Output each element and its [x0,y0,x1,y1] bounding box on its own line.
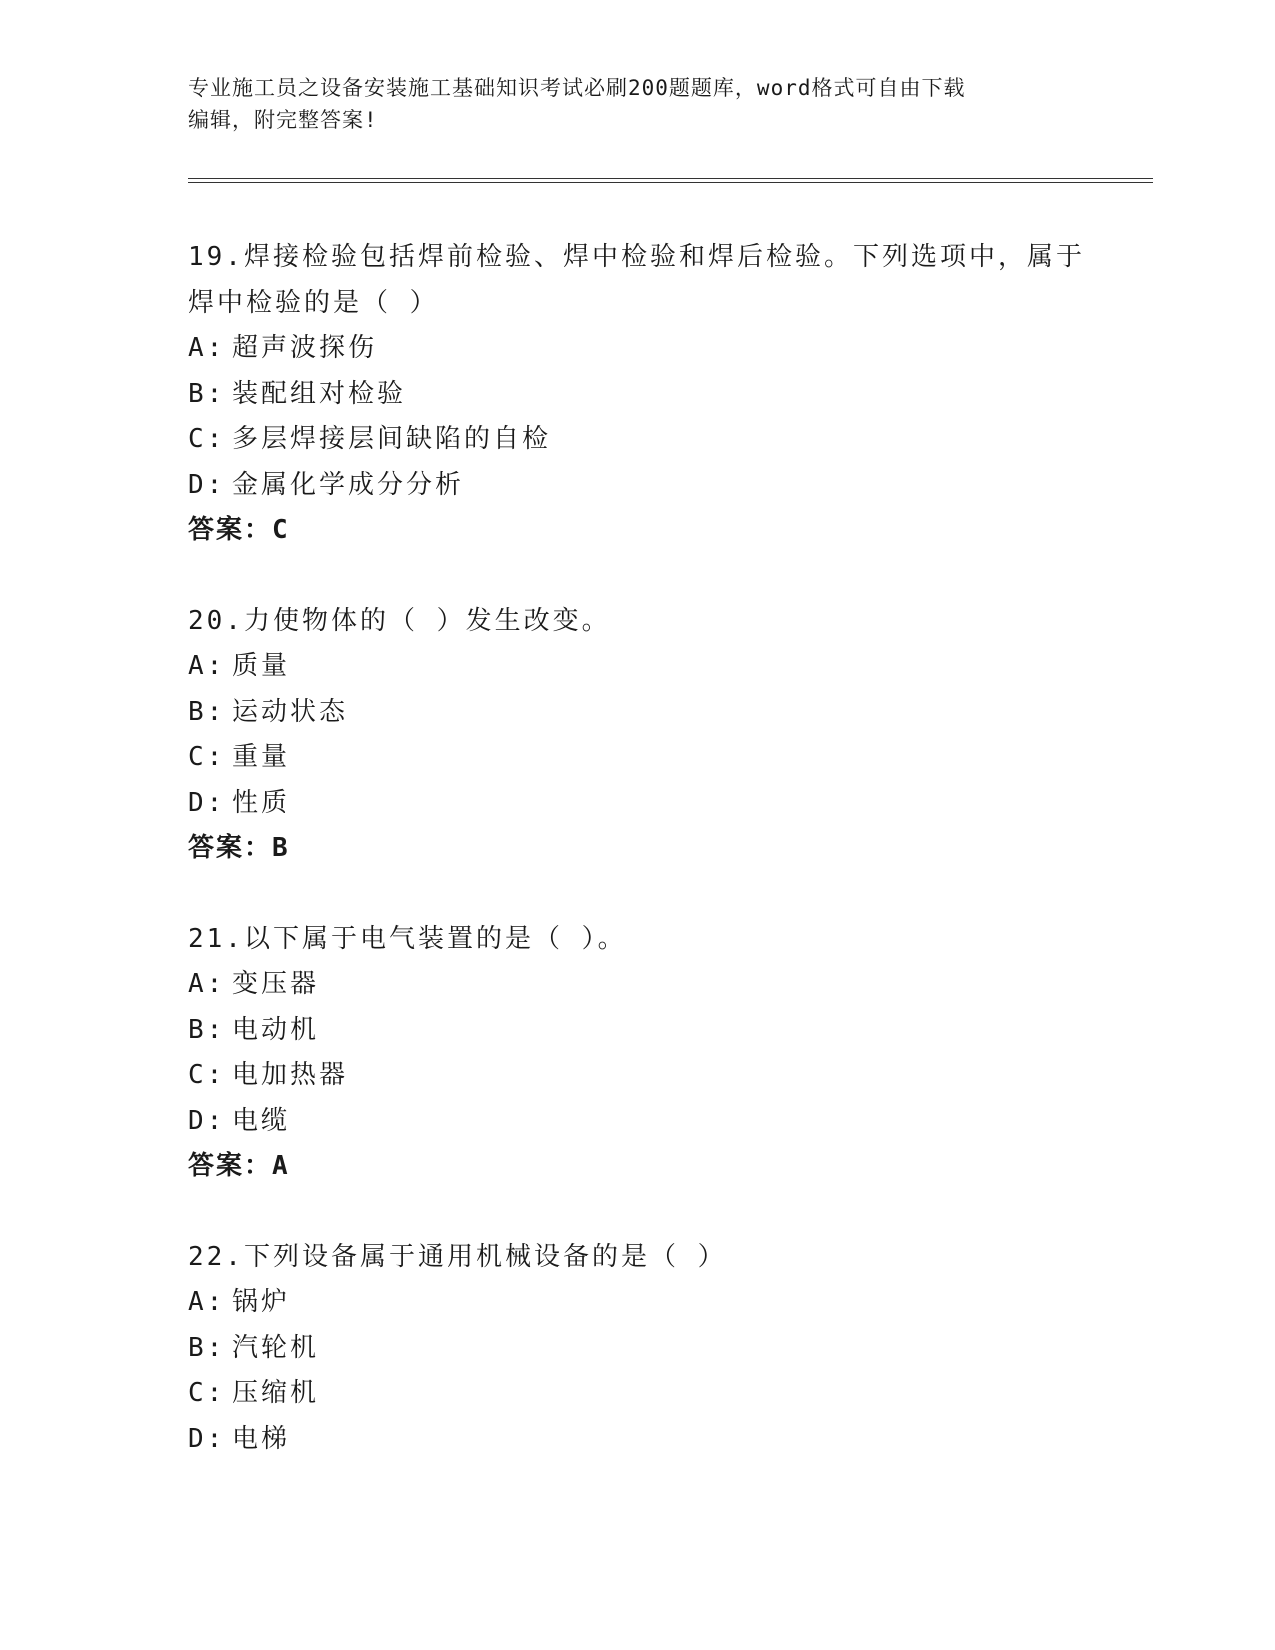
header-divider-top [188,178,1153,179]
question-20 [188,598,1088,871]
option-letter: A: [188,651,226,681]
option-letter: A: [188,333,226,363]
option-a [188,326,1088,372]
option-text: 电动机 [232,1014,320,1045]
option-a [188,962,1088,1008]
option-letter: D: [188,469,226,500]
answer-line: 答案：B [188,833,290,863]
option-d [188,781,1088,827]
option-letter: D: [188,1423,226,1454]
option-letter: B: [188,696,226,727]
option-text: 多层焊接层间缺陷的自检 [232,424,552,454]
question-list [188,234,1088,1507]
document-header [188,72,1088,136]
answer-line: 答案：A [188,1151,290,1181]
option-letter: C: [188,1060,226,1090]
option-letter: A: [188,1287,226,1317]
option-d [188,1417,1088,1463]
option-text: 变压器 [232,969,320,999]
option-letter: B: [188,378,226,409]
option-d [188,463,1088,509]
header-line-2: 编辑，附完整答案! [188,108,378,132]
option-b [188,1326,1088,1372]
question-stem-continued: 焊中检验的是（ ） [188,288,439,318]
option-c [188,417,1088,463]
option-c [188,1371,1088,1417]
option-a [188,644,1088,690]
option-text: 锅炉 [232,1287,291,1317]
option-letter: D: [188,787,226,818]
option-letter: B: [188,1014,226,1045]
question-22 [188,1234,1088,1462]
option-text: 压缩机 [232,1378,320,1408]
option-a [188,1280,1088,1326]
header-line-1: 专业施工员之设备安装施工基础知识考试必刷200题题库，word格式可自由下载 [188,76,966,100]
option-letter: A: [188,969,226,999]
question-stem: 22.下列设备属于通用机械设备的是（ ） [188,1242,727,1272]
option-letter: D: [188,1105,226,1136]
option-text: 电梯 [232,1423,291,1454]
question-stem: 21.以下属于电气装置的是（ ）。 [188,924,627,954]
option-b [188,1008,1088,1054]
option-text: 电缆 [232,1105,291,1136]
option-b [188,690,1088,736]
option-letter: B: [188,1332,226,1363]
question-stem: 19.焊接检验包括焊前检验、焊中检验和焊后检验。下列选项中，属于 [188,242,1085,272]
option-letter: C: [188,1378,226,1408]
question-19 [188,234,1088,553]
option-text: 运动状态 [232,696,349,727]
option-b [188,372,1088,418]
question-stem: 20.力使物体的（ ）发生改变。 [188,606,611,636]
option-text: 金属化学成分分析 [232,469,465,500]
option-d [188,1099,1088,1145]
option-text: 质量 [232,651,291,681]
option-text: 性质 [232,787,291,818]
answer-line: 答案：C [188,515,290,545]
option-text: 汽轮机 [232,1332,320,1363]
option-text: 装配组对检验 [232,378,407,409]
option-text: 重量 [232,742,291,772]
option-text: 电加热器 [232,1060,349,1090]
question-21 [188,916,1088,1189]
option-letter: C: [188,424,226,454]
option-c [188,735,1088,781]
header-divider-bottom [188,182,1153,183]
option-text: 超声波探伤 [232,333,378,363]
option-c [188,1053,1088,1099]
option-letter: C: [188,742,226,772]
